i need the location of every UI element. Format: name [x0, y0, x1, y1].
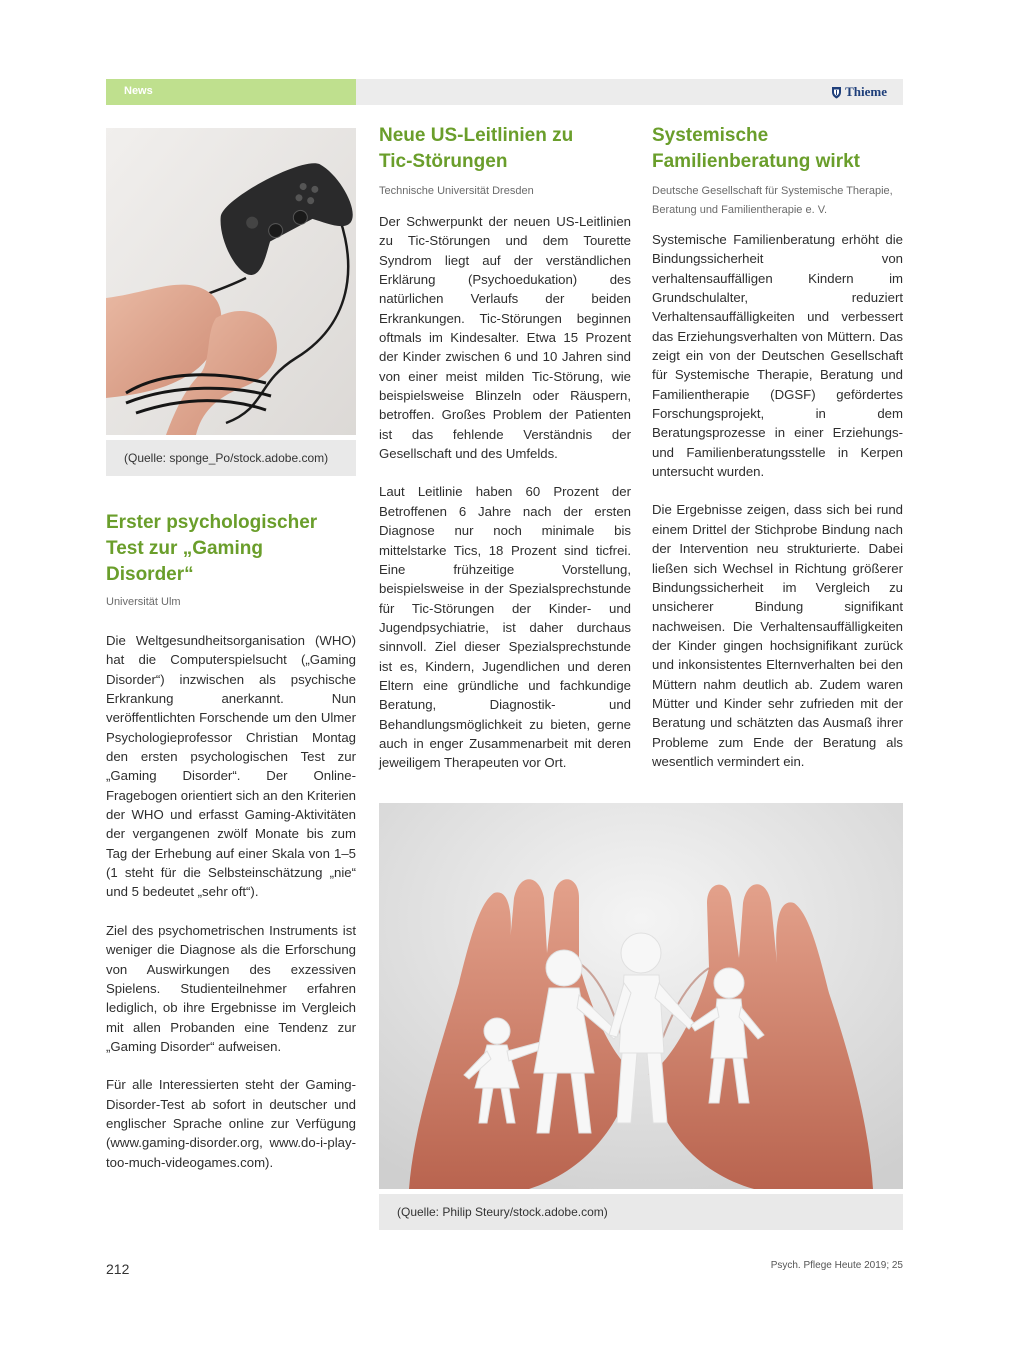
article-family-counselling [652, 123, 903, 771]
header-bar [106, 79, 903, 105]
caption-text: (Quelle: sponge_Po/stock.adobe.com) [124, 451, 329, 465]
title-line: Familienberatung wirkt [652, 151, 860, 172]
article-source: Technische Universität Dresden [379, 185, 534, 197]
article-gaming-disorder [106, 510, 356, 1172]
title-line: Disorder“ [106, 564, 194, 585]
article-paragraph: Für alle Interessierten steht der Gaming-Disorder-Test ab sofort in deutscher und englischer Sprache online zur Verfügung (www.gaming-disorder.org, www.do-i-play-too-much-videogames.com). [106, 1077, 356, 1170]
caption-text: (Quelle: Philip Steury/stock.adobe.com) [397, 1205, 608, 1219]
title-line: Tic-Störungen [379, 151, 508, 172]
title-line: Systemische [652, 125, 769, 146]
section-tab [106, 79, 356, 105]
title-line: Neue US-Leitlinien zu [379, 125, 574, 146]
brand-name: Thieme [845, 84, 887, 99]
article-title [106, 510, 356, 588]
article-source: Universität Ulm [106, 596, 181, 608]
journal-reference: Psych. Pflege Heute 2019; 25 [770, 1260, 903, 1271]
article-paragraph: Die Weltgesundheitsorganisation (WHO) hat die Computerspielsucht („Gaming Disorder“) inzwischen als psychische Erkrankung anerkannt. Nun veröffentlichten Forschende um den Ulmer Psychologieprofessor Christian Montag den ersten psychologischen Test zur „Gaming Disorder“. Der Online-Fragebogen orientiert sich an den Kriterien der WHO und erfasst Gaming-Aktivitäten der vergangenen zwölf Monate bis zum Tag der Erhebung auf einer Skala von 1–5 (1 steht für die Selbsteinschätzung „nie“ und 5 bedeutet „sehr oft“). [106, 633, 356, 900]
section-label: News [124, 85, 153, 97]
image-caption [379, 1194, 903, 1230]
source-line: Deutsche Gesellschaft für Systemische Therapie, [652, 185, 893, 197]
image-caption [106, 440, 356, 476]
title-line: Test zur „Gaming [106, 538, 263, 559]
article-paragraph: Die Ergebnisse zeigen, dass sich bei rund einem Drittel der Stichprobe Bindung nach der Intervention neu strukturierte. Dabei ließen sich Wechsel in Richtung größerer Bindungssicherheit im Vergleich zu unsicherer Bindung signifikant nachweisen. Die Verhaltensauffälligkeiten der Kinder gingen hochsignifikant zurück und inkonsistentes Elternverhalten bei den Müttern nahm deutlich ab. Zudem waren Mütter und Kinder sehr zufrieden mit der Beratung und schätzten das Ausmaß ihrer Probleme zum Ende der Beratung als wesentlich vermindert ein. [652, 502, 903, 769]
paper-family-hands-image [379, 803, 903, 1189]
article-paragraph: Der Schwerpunkt der neuen US-Leitlinien zu Tic-Störungen und dem Tourette Syndrom liegt auf der verständlichen Erklärung (Psychoedukation) des natürlichen Verlaufs der beiden Erkrankungen. Tic-Störungen beginnen oftmals im Kindesalter. Etwa 15 Prozent der Kinder zwischen 6 und 10 Jahren sind von einer meist milden Tic-Störung, wie beispielsweise Blinzeln oder Räuspern, betroffen. Großes Problem der Patienten ist das fehlende Verständnis der Gesellschaft und des Umfelds. [379, 214, 631, 462]
article-paragraph: Systemische Familienberatung erhöht die Bindungssicherheit von verhaltensauffälligen Kindern im Grundschulalter, reduziert Verhaltensauffälligkeiten und verbessert das Erziehungsverhalten von Müttern. Das zeigt ein von der Deutschen Gesellschaft für Systemische Therapie, Beratung und Familientherapie (DGSF) gefördertes Forschungsprojekt, in dem Beratungsprozesse in einer Erziehungs- und Familienberatungsstelle in Kerpen untersucht wurden. [652, 232, 903, 480]
page-number: 212 [106, 1261, 130, 1277]
article-title [379, 123, 631, 175]
article-tic-disorders [379, 123, 631, 773]
article-paragraph: Ziel des psychometrischen Instruments ist weniger die Diagnose als die Erforschung von Auswirkungen des exzessiven Spielens. Studienteilnehmer erfahren lediglich, ob ihre Ergebnisse im Vergleich mit allen Probanden eine Tendenz zur „Gaming Disorder“ aufweisen. [106, 922, 356, 1054]
brand-logo [831, 84, 887, 100]
title-line: Erster psychologischer [106, 512, 318, 533]
article-paragraph: Laut Leitlinie haben 60 Prozent der Betroffenen 6 Jahre nach der ersten Diagnose nur noch minimale bis mittelstarke Tics, 18 Prozent sind ticfrei. Eine frühzeitige Vorstellung, beispielsweise in der Spezialsprechstunde für Tic-Störungen der Kinder- und Jugendpsychiatrie, ist daher durchaus sinnvoll. Ziel dieser Spezialsprechstunde ist es, Kindern, Jugendlichen und deren Eltern eine gründliche und fachkundige Beratung, Diagnostik- und Behandlungsmöglichkeit zu bieten, gerne auch in enger Zusammenarbeit mit deren jeweiligem Therapeuten vor Ort. [379, 484, 631, 771]
thieme-crest-icon [831, 86, 842, 99]
game-controller-hands-image [106, 128, 356, 435]
source-line: Beratung und Familientherapie e. V. [652, 204, 828, 216]
article-source [652, 182, 903, 220]
article-title [652, 123, 903, 175]
